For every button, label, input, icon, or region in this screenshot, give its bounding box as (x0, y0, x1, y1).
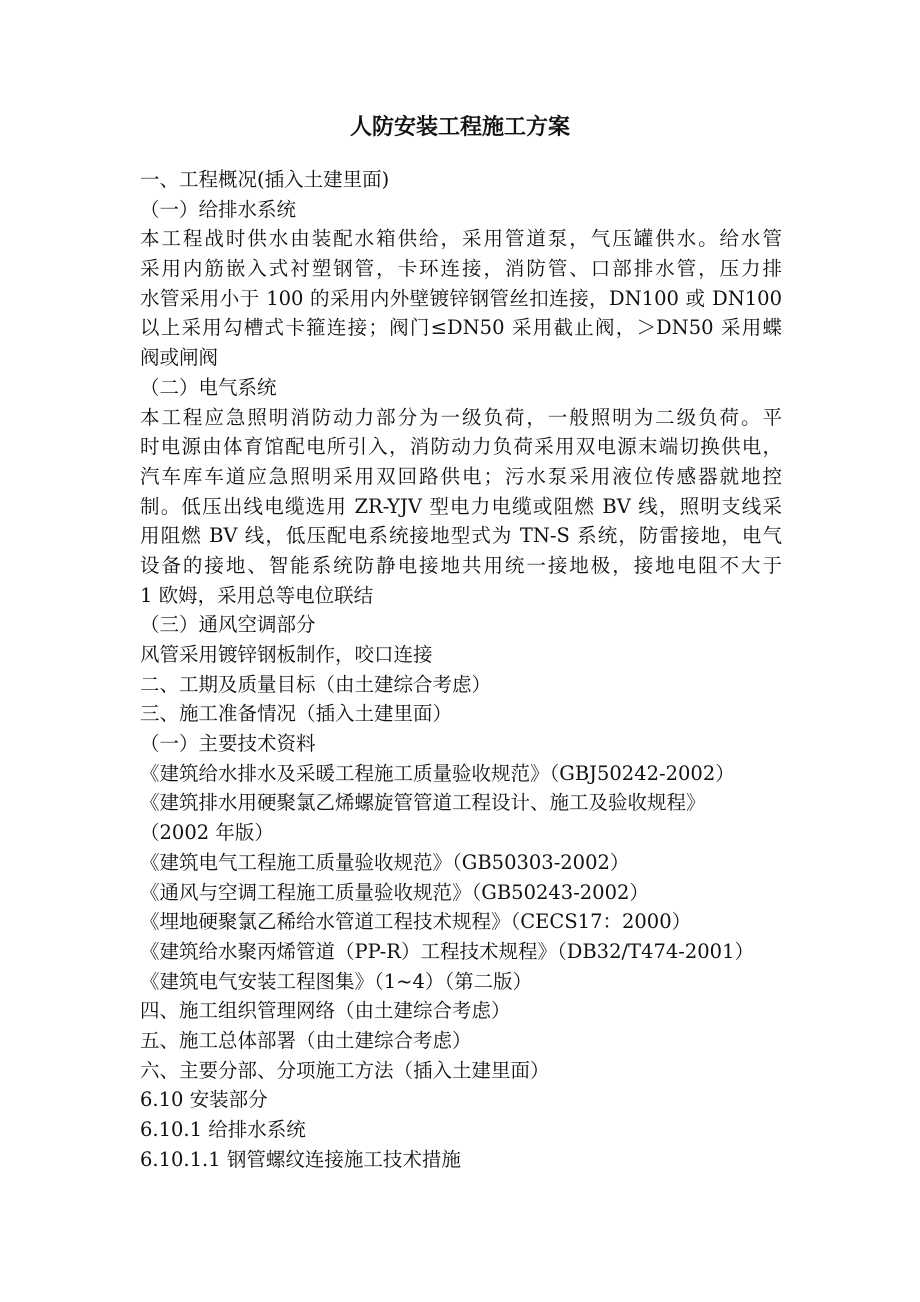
body-line: 6.10.1.1 钢管螺纹连接施工技术措施 (140, 1147, 461, 1171)
body-line: 《建筑给水聚丙烯管道（PP-R）工程技术规程》（DB32/T474-2001） (140, 939, 754, 963)
body-line: 本工程应急照明消防动力部分为一级负荷，一般照明为二级负荷。平 (140, 405, 782, 429)
document-body (140, 165, 782, 1174)
body-line: 六、主要分部、分项施工方法（插入土建里面） (140, 1058, 550, 1082)
body-line: （三）通风空调部分 (140, 613, 316, 637)
body-line: 本工程战时供水由装配水箱供给，采用管道泵，气压罐供水。给水管 (140, 227, 782, 251)
body-line: 6.10.1 给排水系统 (140, 1118, 306, 1141)
body-line: （一）主要技术资料 (140, 732, 316, 756)
body-line: 《建筑给水排水及采暖工程施工质量验收规范》（GBJ50242-2002） (140, 761, 735, 785)
body-line: 《建筑电气工程施工质量验收规范》（GB50303-2002） (140, 850, 630, 874)
body-line: 设备的接地、智能系统防静电接地共用统一接地极，接地电阻不大于 (140, 553, 782, 577)
body-line: 《埋地硬聚氯乙稀给水管道工程技术规程》（CECS17：2000） (140, 910, 692, 934)
body-line: 时电源由体育馆配电所引入，消防动力负荷采用双电源末端切换供电， (140, 435, 782, 459)
body-line: 1 欧姆，采用总等电位联结 (140, 583, 374, 607)
body-line: 五、施工总体部署（由土建综合考虑） (140, 1028, 472, 1052)
body-line: 6.10 安装部分 (140, 1088, 268, 1112)
body-line: 一、工程概况(插入土建里面) (140, 168, 390, 191)
body-line: 二、工期及质量目标（由土建综合考虑） (140, 672, 492, 696)
body-line: （一）给排水系统 (140, 197, 297, 221)
body-line: 阀或闸阀 (140, 346, 219, 370)
body-line: 汽车库车道应急照明采用双回路供电；污水泵采用液位传感器就地控 (140, 464, 782, 488)
body-line: 三、施工准备情况（插入土建里面） (140, 702, 453, 726)
body-line: （二）电气系统 (140, 375, 277, 399)
body-line: 制。低压出线电缆选用 ZR-YJV 型电力电缆或阻燃 BV 线，照明支线采 (140, 494, 782, 518)
body-line: 采用内筋嵌入式衬塑钢管，卡环连接，消防管、口部排水管，压力排 (140, 257, 782, 281)
body-line: 用阻燃 BV 线，低压配电系统接地型式为 TN-S 系统，防雷接地，电气 (140, 524, 782, 548)
body-line: 风管采用镀锌钢板制作，咬口连接 (140, 643, 433, 666)
body-line: 《通风与空调工程施工质量验收规范》（GB50243-2002） (140, 880, 649, 904)
body-line: 水管采用小于 100 的采用内外壁镀锌钢管丝扣连接，DN100 或 DN100 (140, 286, 782, 310)
document-title: 人防安装工程施工方案 (349, 114, 570, 140)
body-line: 以上采用勾槽式卡箍连接；阀门≤DN50 采用截止阀，＞DN50 采用蝶 (140, 316, 782, 340)
body-line: 《建筑排水用硬聚氯乙烯螺旋管管道工程设计、施工及验收规程》 (140, 791, 706, 815)
body-line: 四、施工组织管理网络（由土建综合考虑） (140, 999, 511, 1023)
body-line: （2002 年版） (140, 821, 274, 845)
body-line: 《建筑电气安装工程图集》（1~4）（第二版） (140, 969, 533, 993)
